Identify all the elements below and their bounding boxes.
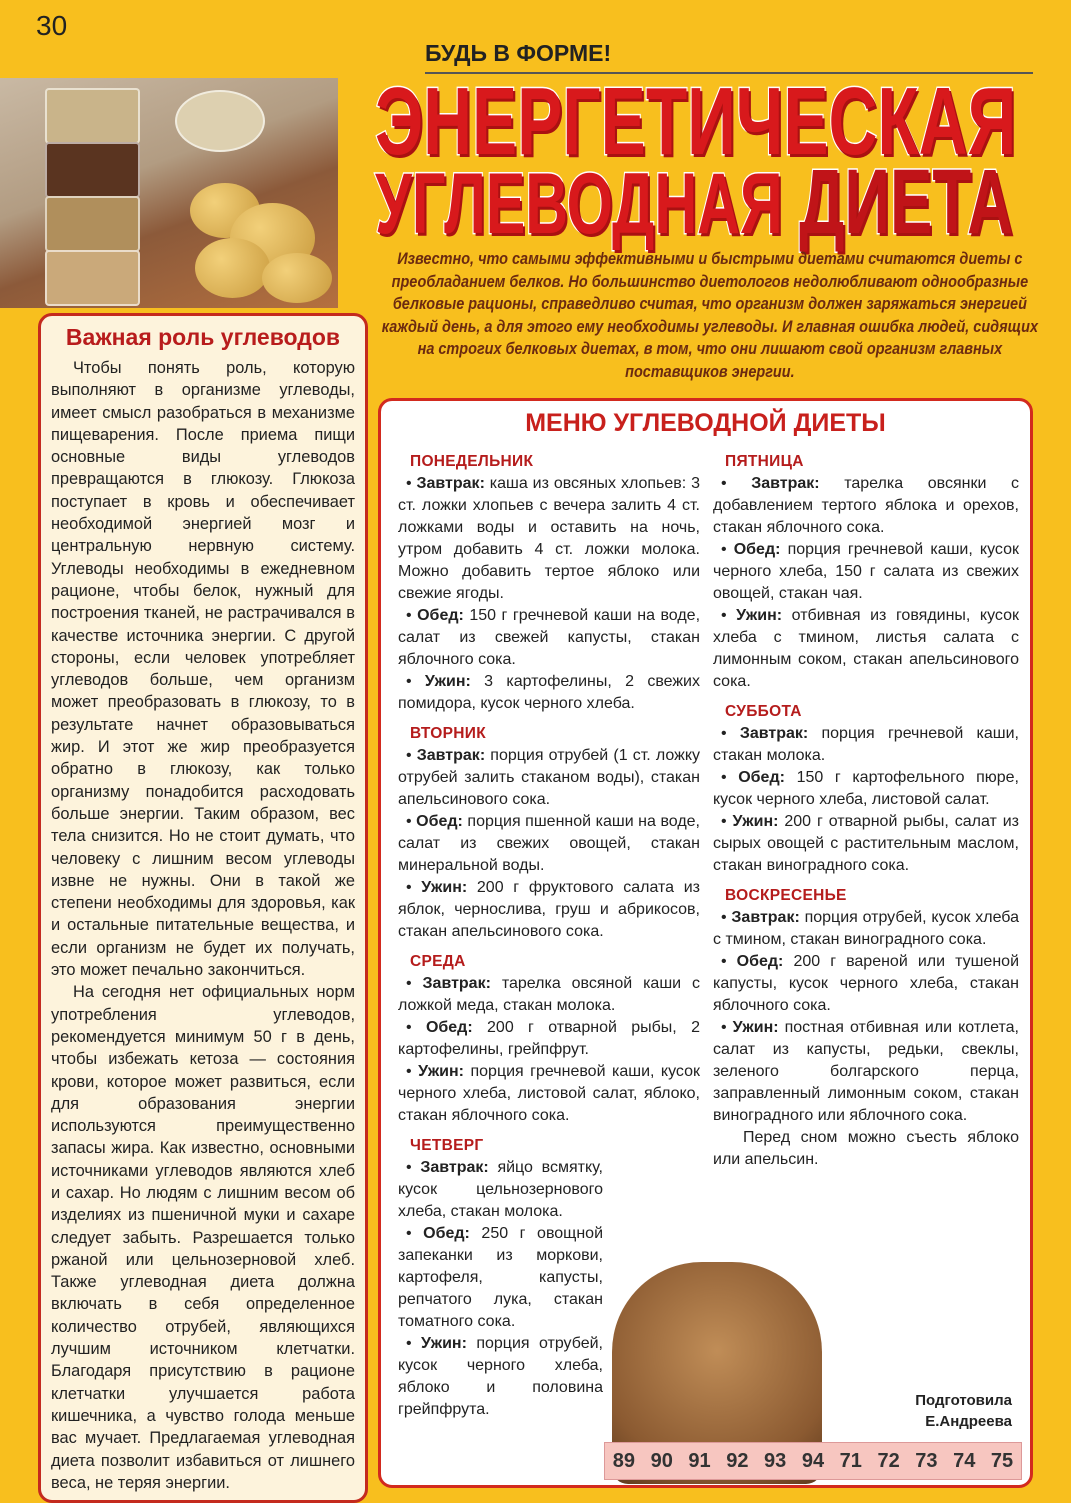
- meal-item: • Ужин: порция отрубей, кусок черного хлеба, яблоко и половина грейпфрута.: [398, 1335, 603, 1418]
- tape-number: 92: [726, 1449, 749, 1472]
- meal-item: • Обед: порция пшенной каши на воде, салат из свежих овощей, стакан минеральной воды.: [398, 813, 700, 874]
- page-number: 30: [36, 10, 68, 41]
- grains-potatoes-photo: [0, 78, 338, 308]
- meal-item: • Завтрак: порция гречневой каши, стакан молока.: [713, 725, 1019, 764]
- credit-label: Подготовила: [915, 1392, 1012, 1409]
- meal-item: • Ужин: отбивная из говядины, кусок хлеба с тмином, листья салата с лимонным соком, стакан апельсинового сока.: [713, 607, 1020, 690]
- day-heading: ВТОРНИК: [410, 725, 486, 742]
- credit-author: Е.Андреева: [925, 1413, 1012, 1430]
- tape-number: 94: [801, 1449, 825, 1472]
- menu-column-right: [713, 451, 1019, 1171]
- menu-column-left: [398, 451, 700, 1421]
- tape-number: 89: [612, 1449, 636, 1472]
- bedtime-note: Перед сном можно съесть яблоко или апельсин.: [713, 1129, 1019, 1168]
- day-heading: СУББОТА: [725, 703, 802, 720]
- sidebar-paragraph: На сегодня нет официальных норм употребления углеводов, рекомендуется минимум 50 г в день, чтобы избежать кетоза — состояния крови, которое может развиться, если для образования энергии используются преимущественно запасы жира. Как известно, основными источниками углеводов являются хлеб и сахар. Но людям с лишним весом об изделиях из пшеничной муки и сахаре следует забыть. Разрешается только ржаной или цельнозерновой хлеб. Также углеводная диета должна включать в себя определенное количество отрубей, являющихся лучшим источником клетчатки. Благодаря присутствию в рационе клетчатки улучшается работа кишечника, а чувство голода меньше вас мучает. Предлагаемая углеводная диета позволит избавиться от лишнего веса, не теряя энергии.: [51, 983, 355, 1492]
- sidebar-article: [38, 313, 368, 1503]
- author-credit: [870, 1390, 1012, 1432]
- day-heading: СРЕДА: [410, 953, 466, 970]
- meal-item: • Ужин: 3 картофелины, 2 свежих помидора, кусок черного хлеба.: [398, 673, 700, 712]
- title-word-carb: УГЛЕВОДНАЯ: [375, 156, 783, 252]
- tape-number: 93: [764, 1449, 787, 1472]
- meal-item: • Ужин: постная отбивная или котлета, салат из капусты, редьки, свеклы, зеленого болгарского перца, заправленный лимонным соком, стакан виноградного или яблочного сока.: [713, 1019, 1019, 1124]
- tape-number: 90: [650, 1449, 673, 1472]
- title-line-2: [375, 151, 1013, 253]
- tape-number: 75: [990, 1449, 1014, 1472]
- title-line-1: ЭНЕРГЕТИЧЕСКАЯ: [375, 68, 1017, 175]
- tape-number: 71: [839, 1449, 862, 1472]
- tape-number: 74: [953, 1449, 976, 1472]
- day-heading: ЧЕТВЕРГ: [410, 1137, 484, 1154]
- meal-item: • Завтрак: порция отрубей (1 ст. ложку отрубей залить стаканом воды), стакан апельсинового сока.: [398, 747, 700, 808]
- meal-item: • Ужин: 200 г фруктового салата из яблок, чернослива, груш и абрикосов, стакан апельсинового сока.: [398, 879, 700, 940]
- meal-item: • Обед: 250 г овощной запеканки из моркови, картофеля, капусты, репчатого лука, стакан томатного сока.: [398, 1225, 603, 1330]
- meal-item: • Обед: 150 г картофельного пюре, кусок черного хлеба, листовой салат.: [713, 769, 1020, 808]
- meal-item: • Завтрак: тарелка овсянки с добавлением тертого яблока и орехов, стакан яблочного сока.: [713, 475, 1019, 536]
- title-word-diet: ДИЕТА: [799, 151, 1013, 253]
- tape-number: 72: [877, 1449, 900, 1472]
- meal-item: • Ужин: 200 г отварной рыбы, салат из сырых овощей с растительным маслом, стакан виноградного сока.: [713, 813, 1020, 874]
- sidebar-paragraph: Чтобы понять роль, которую выполняют в организме углеводы, имеет смысл разобраться в механизме пищеварения. После приема пищи основные виды углеводов превращаются в глюкозу. Глюкоза поступает в кровь и обеспечивает необходимой энергией мозг и центральную нервную систему. Углеводы необходимы в ежедневном рационе, чтобы белок, нужный для построения тканей, не растрачивался в качестве источника энергии. С другой стороны, если человек употребляет углеводов больше, чем организм может преобразовать в глюкозу, то в результате начнет образовываться жир. И этот же жир преобразуется обратно в глюкозу, как только организму понадобится расходовать больше энергии. Таким образом, вес тела снизится. Но не стоит думать, что человеку с лишним весом углеводы извне не нужны. Они в такой же степени необходимы для здоровья, как и остальные питательные вещества, и если организм не будет их получать, это может печально закончиться.: [51, 359, 355, 980]
- sidebar-title: Важная роль углеводов: [65, 324, 341, 350]
- day-heading: ПОНЕДЕЛЬНИК: [410, 453, 534, 470]
- thursday-block: [398, 1157, 603, 1421]
- meal-item: • Завтрак: порция отрубей, кусок хлеба с тмином, стакан виноградного сока.: [713, 909, 1019, 948]
- meal-item: • Завтрак: тарелка овсяной каши с ложкой меда, стакан молока.: [398, 975, 701, 1014]
- tape-number: 73: [915, 1449, 938, 1472]
- tape-number: 91: [688, 1449, 711, 1472]
- section-title: БУДЬ В ФОРМЕ!: [425, 40, 612, 66]
- meal-item: • Обед: 200 г вареной или тушеной капусты, кусок черного хлеба, стакан яблочного сока.: [713, 953, 1019, 1014]
- menu-title: МЕНЮ УГЛЕВОДНОЙ ДИЕТЫ: [525, 409, 886, 437]
- day-heading: ПЯТНИЦА: [725, 453, 804, 470]
- meal-item: • Завтрак: каша из овсяных хлопьев: 3 ст. ложки хлопьев с вечера залить 4 ст. ложками воды и оставить на ночь, утром добавить 4 ст. ложки молока. Можно добавить тертое яблоко или свежие ягоды.: [398, 475, 701, 602]
- intro-text: Известно, что самыми эффективными и быстрыми диетами считаются диеты с преобладанием белков. Но большинство диетологов недолюбливают однообразные белковые рационы, справедливо считая, что организм должен заряжаться энергией каждый день, а для этого ему необходимы углеводы. И главная ошибка людей, сидящих на строгих белковых диетах, в том, что они лишают свой организм главных поставщиков энергии.: [381, 249, 1038, 381]
- measuring-tape-image: [604, 1442, 1022, 1480]
- meal-item: • Обед: 200 г отварной рыбы, 2 картофелины, грейпфрут.: [398, 1019, 700, 1058]
- meal-item: • Завтрак: яйцо всмятку, кусок цельнозернового хлеба, стакан молока.: [398, 1159, 603, 1220]
- meal-item: • Обед: 150 г гречневой каши на воде, салат из свежей капусты, стакан яблочного сока.: [398, 607, 701, 668]
- meal-item: • Обед: порция гречневой каши, кусок черного хлеба, 150 г салата из свежих овощей, стакан чая.: [713, 541, 1020, 602]
- meal-item: • Ужин: порция гречневой каши, кусок черного хлеба, листовой салат, яблоко, стакан яблочного сока.: [398, 1063, 701, 1124]
- day-heading: ВОСКРЕСЕНЬЕ: [725, 887, 847, 904]
